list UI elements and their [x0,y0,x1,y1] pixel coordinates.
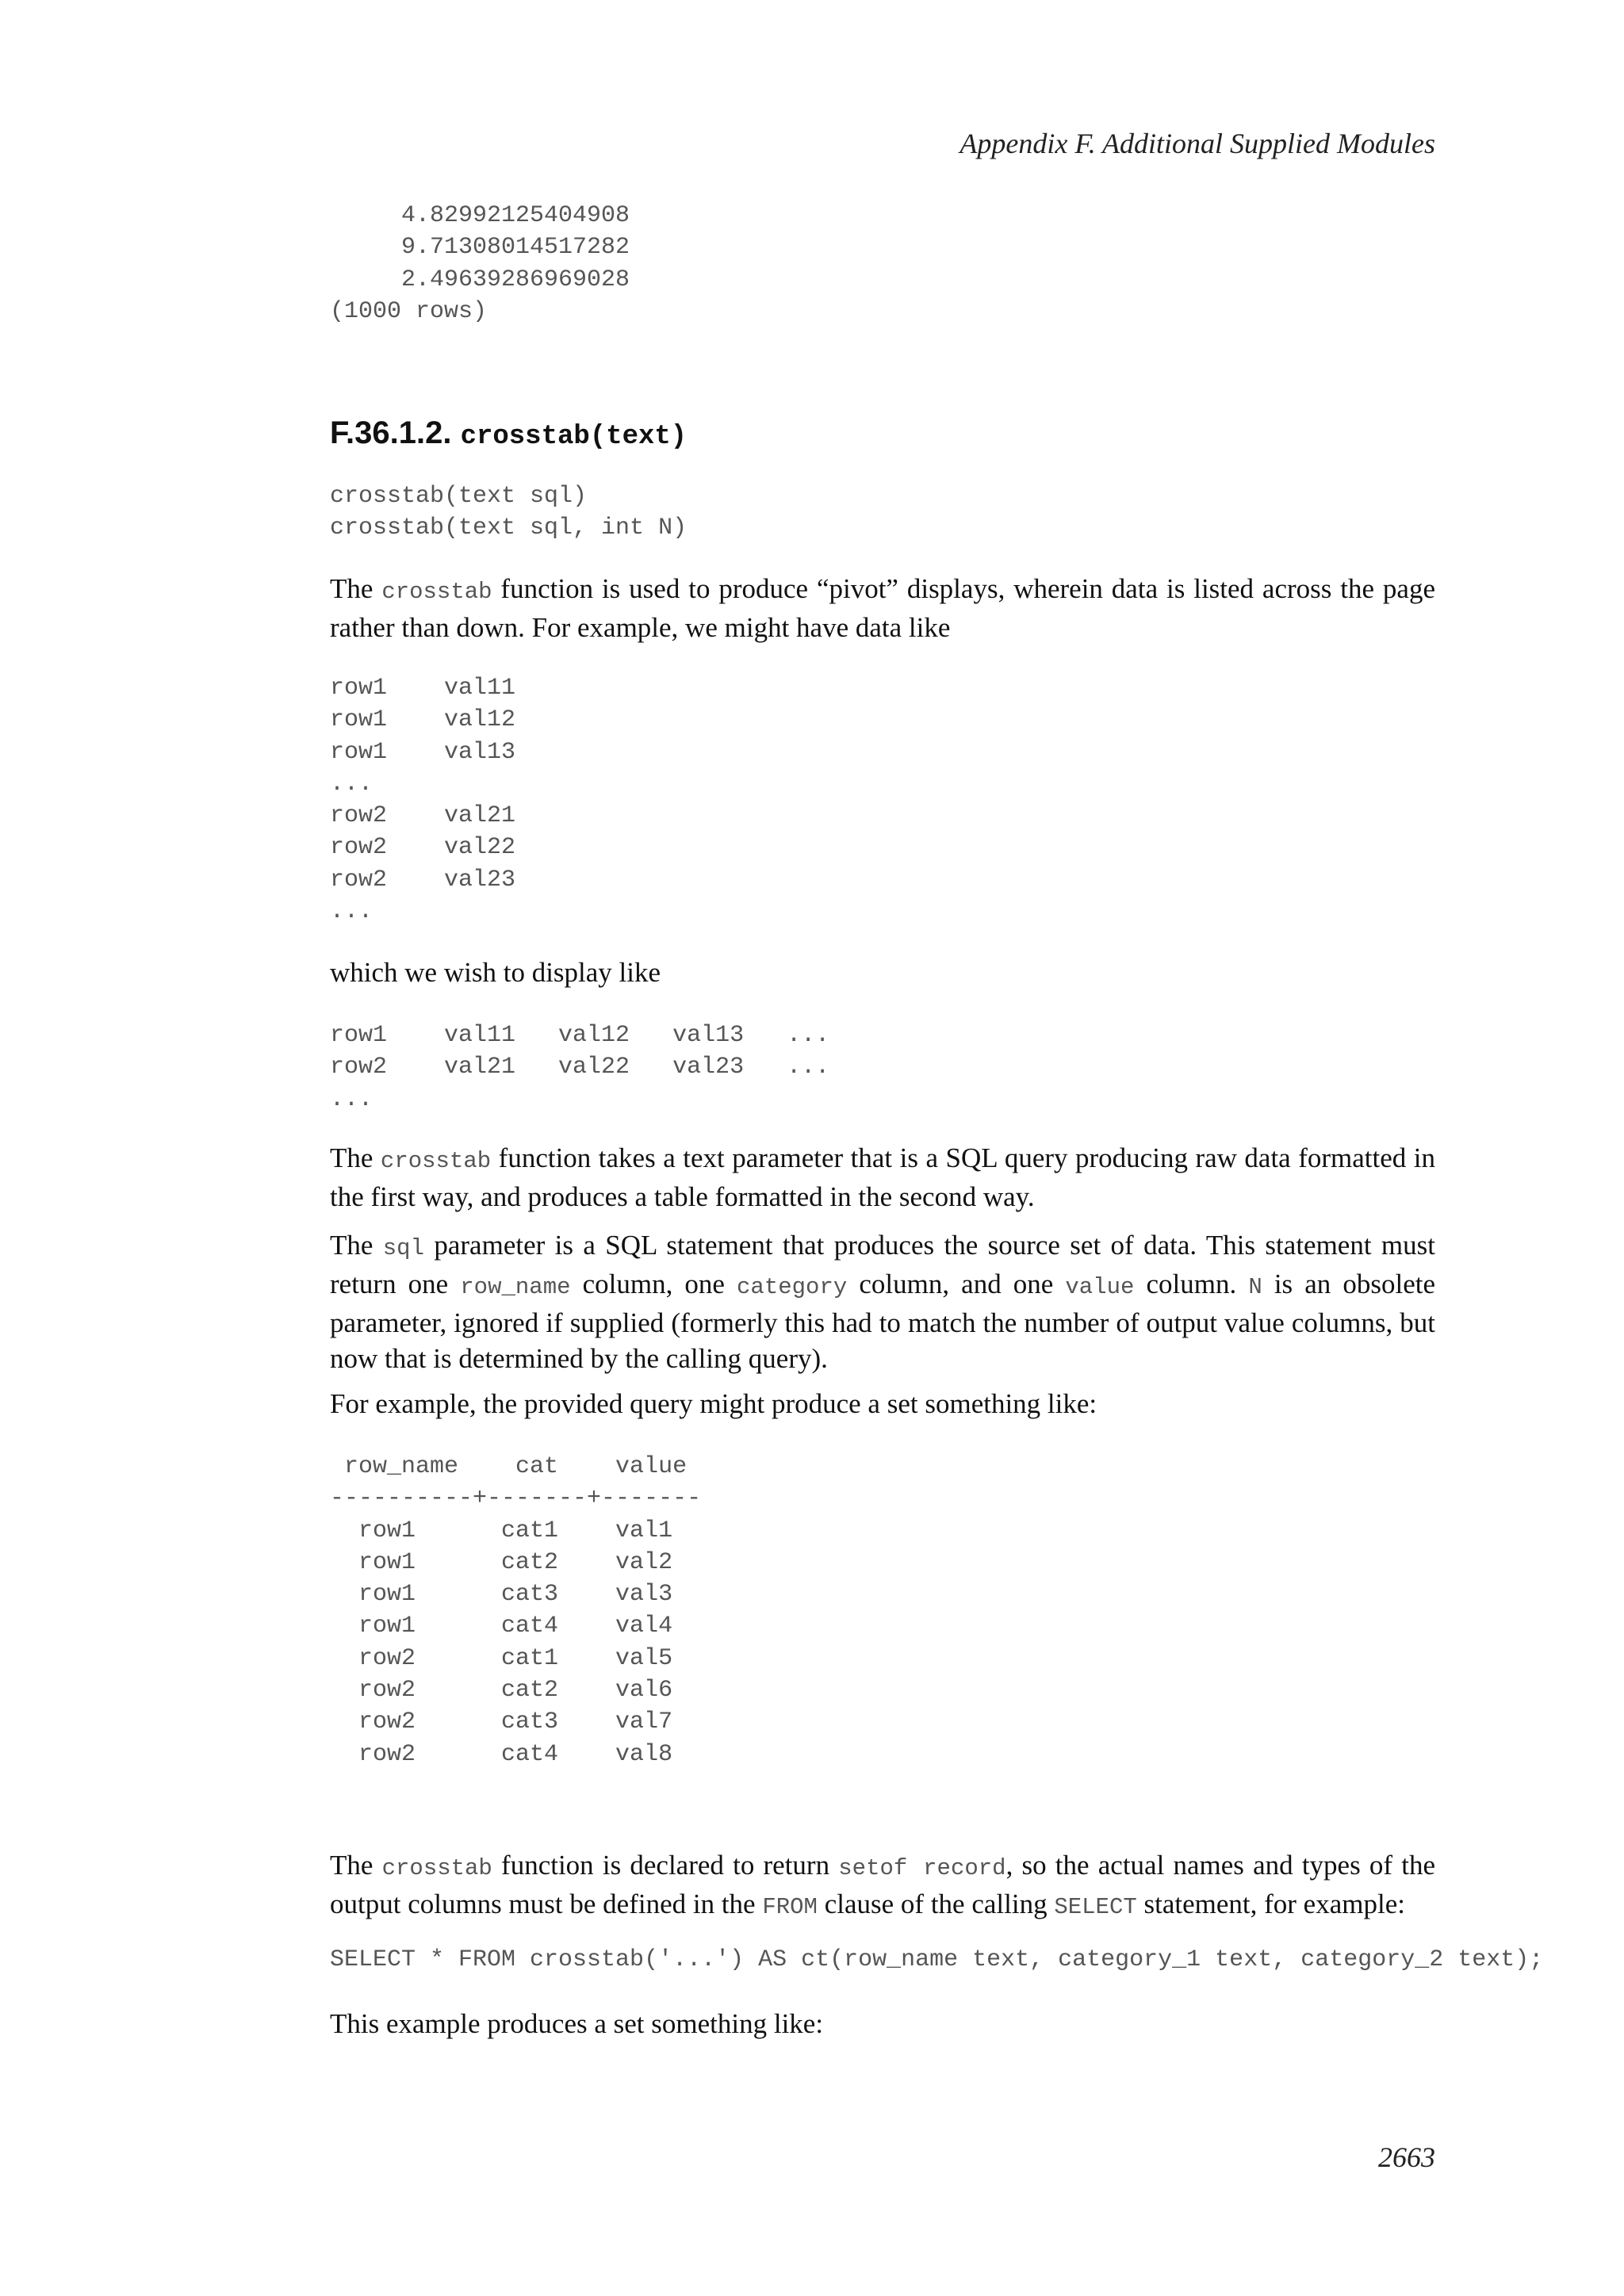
inline-code: FROM [762,1894,818,1920]
inline-code: SELECT [1054,1894,1137,1920]
inline-code: N [1248,1274,1262,1300]
section-heading [330,415,687,452]
section-title-code: crosstab(text) [460,422,688,452]
inline-code: crosstab [381,579,492,605]
inline-code: setof record [838,1855,1006,1881]
page-number: 2663 [1378,2141,1435,2173]
example-data-rows: row1 val11 row1 val12 row1 val13 ... row2 val21 row2 val22 row2 val23 ... [330,675,516,926]
paragraph-example-produces: This example produces a set something like: [330,2008,824,2039]
inline-code: row_name [460,1274,571,1300]
inline-code: value [1065,1274,1135,1300]
paragraph-sql-parameter: The sql parameter is a SQL statement that produces the source set of data. This statement must return one row_name column, one category column, and one value column. N is an obsolete parameter, ignored if supplied (formerly this had to match the number of output value columns, but now that is determined by the calling query). [330,1230,1435,1374]
select-example-code: SELECT * FROM crosstab('...') AS ct(row_name text, category_1 text, category_2 text); [330,1946,1544,1973]
function-synopsis: crosstab(text sql) crosstab(text sql, int N) [330,483,688,542]
query-output-tail: 4.82992125404908 9.71308014517282 2.49639286969028 (1000 rows) [330,202,630,325]
example-query-result-table: row_name cat value ----------+-------+------- row1 cat1 val1 row1 cat2 val2 row1 cat3 val3 row1 cat4 val4 row2 cat1 val5 row2 cat2 val6 row2 cat3 val7 row2 cat4 val8 [330,1453,702,1768]
paragraph-pivot-intro: The crosstab function is used to produce “pivot” displays, wherein data is listed across the page rather than down. For example, we might have data like [330,573,1435,643]
running-head: Appendix F. Additional Supplied Modules [959,128,1435,159]
paragraph-setof-record: The crosstab function is declared to return setof record, so the actual names and types of the output columns must be defined in the FROM clause of the calling SELECT statement, for example: [330,1850,1435,1920]
paragraph-display-like: which we wish to display like [330,957,661,988]
example-pivot-rows: row1 val11 val12 val13 ... row2 val21 val22 val23 ... ... [330,1022,830,1113]
inline-code: sql [382,1235,424,1261]
paragraph-text-parameter: The crosstab function takes a text parameter that is a SQL query producing raw data formatted in the first way, and produces a table formatted in the second way. [330,1142,1435,1212]
inline-code: crosstab [381,1855,492,1881]
inline-code: category [737,1274,848,1300]
paragraph-example-intro: For example, the provided query might produce a set something like: [330,1388,1097,1419]
section-number: F.36.1.2. [330,415,452,450]
inline-code: crosstab [380,1148,492,1174]
